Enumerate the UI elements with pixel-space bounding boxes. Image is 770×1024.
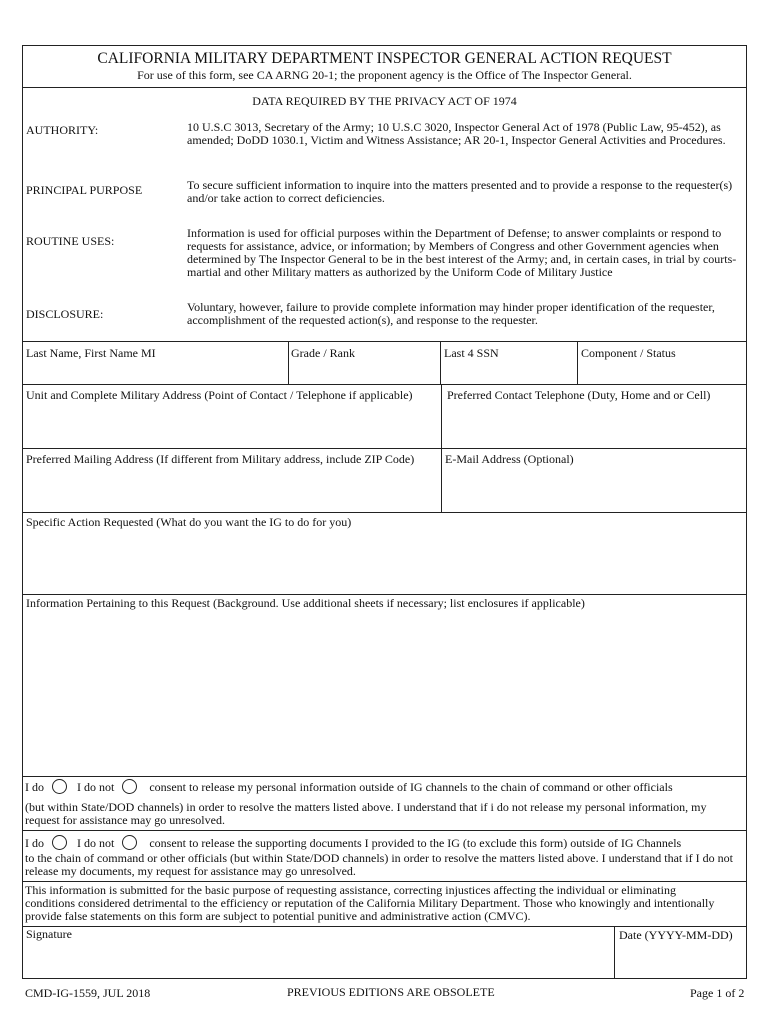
date-field[interactable]: Date (YYYY-MM-DD) [619,928,733,942]
mailing-address-field[interactable]: Preferred Mailing Address (If different from Military address, include ZIP Code) [26,452,415,466]
action-requested-field[interactable]: Specific Action Requested (What do you want the IG to do for you) [26,515,352,529]
row1-divider-3 [577,341,578,384]
military-address-field[interactable]: Unit and Complete Military Address (Point of Contact / Telephone if applicable) [26,388,413,402]
name-field[interactable]: Last Name, First Name MI [26,346,156,360]
privacy-act-heading: DATA REQUIRED BY THE PRIVACY ACT OF 1974 [252,94,517,108]
obsolete-notice: PREVIOUS EDITIONS ARE OBSOLETE [287,985,495,999]
contact-telephone-field[interactable]: Preferred Contact Telephone (Duty, Home and or Cell) [447,388,711,402]
submission-notice: This information is submitted for the basic purpose of requesting assistance, correcting injustices affecting the individual or eliminating conditions considered detrimental to the efficiency or reputation of the California Military Department. Those who knowingly and intentionally provide false statements on this form are subject to potential punitive and administrative action (CMVC). [25,883,715,923]
consent2-bottom [23,881,746,882]
row2-bottom [23,448,746,449]
consent-personal-info [25,779,741,794]
consent1-text-first: consent to release my personal information outside of IG channels to the chain of command or other officials [149,780,673,794]
authority-label: AUTHORITY: [26,123,99,137]
consent2-no-radio[interactable] [122,835,137,850]
notice-bottom [23,926,746,927]
authority-text: 10 U.S.C 3013, Secretary of the Army; 10 U.S.C 3020, Inspector General Act of 1978 (Public Law, 95-452), as amended; DoDD 1030.1, Victim and Witness Assistance; AR 20-1, Inspector General Activities and Procedures. [187,120,726,147]
page-number: Page 1 of 2 [690,986,745,1000]
consent1-no-radio[interactable] [122,779,137,794]
email-field[interactable]: E-Mail Address (Optional) [445,452,574,466]
routine-uses-label: ROUTINE USES: [26,234,115,248]
consent1-i-do-not-label: I do not [77,780,115,794]
consent1-i-do-label: I do [25,780,44,794]
component-field[interactable]: Component / Status [581,346,676,360]
form-title: CALIFORNIA MILITARY DEPARTMENT INSPECTOR GENERAL ACTION REQUEST [97,50,672,67]
consent1-text-rest: (but within State/DOD channels) in order to resolve the matters listed above. I understand that if i do not release my personal information, my request for assistance may go unresolved. [25,800,707,827]
grade-field[interactable]: Grade / Rank [291,346,355,360]
row1-bottom [23,384,746,385]
row3-bottom [23,512,746,513]
signature-field[interactable]: Signature [26,927,72,941]
ssn-field[interactable]: Last 4 SSN [444,346,499,360]
consent1-bottom [23,830,746,831]
consent2-text-rest: to the chain of command or other officials (but within State/DOD channels) in order to resolve the matters listed above. I understand that if I do not release my documents, my request for assistance may go unresolved. [25,851,733,878]
disclosure-text: Voluntary, however, failure to provide complete information may hinder proper identification of the requester, accomplishment of the requested action(s), and response to the requester. [187,300,715,327]
consent2-i-do-not-label: I do not [77,836,115,850]
row5-bottom [23,776,746,777]
consent2-i-do-label: I do [25,836,44,850]
header-divider [23,87,746,88]
consent-documents [25,835,741,850]
privacy-divider [23,341,746,342]
disclosure-label: DISCLOSURE: [26,307,104,321]
request-information-field[interactable]: Information Pertaining to this Request (Background. Use additional sheets if necessary; list enclosures if applicable) [26,596,585,610]
form-number: CMD-IG-1559, JUL 2018 [25,986,151,1000]
row4-bottom [23,594,746,595]
row1-divider-2 [440,341,441,384]
consent2-yes-radio[interactable] [52,835,67,850]
consent2-text-first: consent to release the supporting documents I provided to the IG (to exclude this form) outside of IG Channels [149,836,682,850]
principal-purpose-text: To secure sufficient information to inquire into the matters presented and to provide a response to the requester(s) and/or take action to correct deficiencies. [187,178,733,205]
action-request-form [22,45,747,979]
signature-divider [614,926,615,979]
row1-divider-1 [288,341,289,384]
routine-uses-text: Information is used for official purposes within the Department of Defense; to answer complaints or respond to requests for assistance, advice, or information; by Members of Congress and other Government agencies when determined by The Inspector General to be in the best interest of the Army; and, in certain cases, in trial by courts-martial and other Military matters as authorized by the Uniform Code of Military Justice [187,226,737,279]
principal-purpose-label: PRINCIPAL PURPOSE [26,183,143,197]
consent1-yes-radio[interactable] [52,779,67,794]
form-subtitle: For use of this form, see CA ARNG 20-1; the proponent agency is the Office of The Inspector General. [137,68,632,82]
